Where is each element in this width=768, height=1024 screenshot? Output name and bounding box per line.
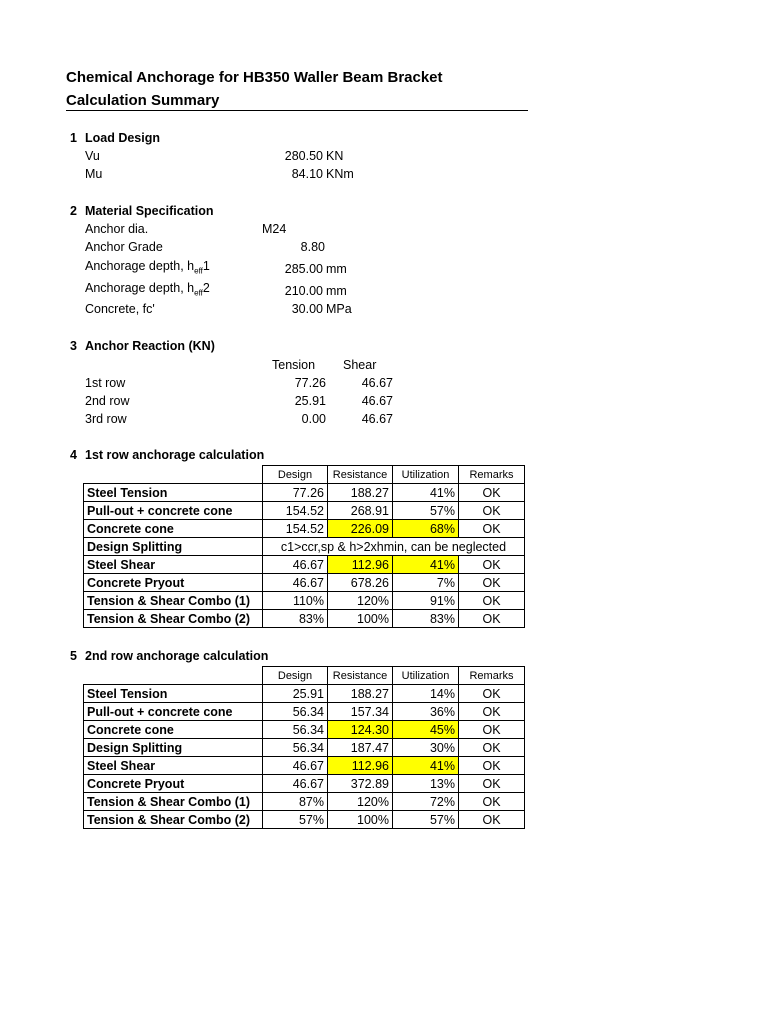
- section-4-number: 4: [70, 448, 77, 462]
- reaction-row-2-tension: 25.91: [294, 394, 326, 408]
- table-row: [84, 721, 525, 739]
- row-remarks: OK: [459, 757, 525, 775]
- anchor-dia-label: Anchor dia.: [85, 222, 149, 236]
- row-design: 154.52: [263, 520, 328, 538]
- row-design: 56.34: [263, 721, 328, 739]
- row-remarks: OK: [459, 502, 525, 520]
- row-design: 57%: [263, 811, 328, 829]
- row-design: 83%: [263, 610, 328, 628]
- row-name: Steel Shear: [84, 556, 263, 574]
- row-remarks: OK: [459, 793, 525, 811]
- row-resistance-highlighted: 226.09: [328, 520, 393, 538]
- section-5-number: 5: [70, 649, 77, 663]
- header-blank: [84, 466, 263, 484]
- row-remarks: OK: [459, 556, 525, 574]
- row-remarks: OK: [459, 610, 525, 628]
- section-2-title: Material Specification: [85, 204, 214, 218]
- row-utilization: 91%: [393, 592, 459, 610]
- row-resistance: 188.27: [328, 484, 393, 502]
- row-resistance: 100%: [328, 811, 393, 829]
- row-utilization: 30%: [393, 739, 459, 757]
- table-row: [84, 610, 525, 628]
- row-note: c1>ccr,sp & h>2xhmin, can be neglected: [263, 538, 525, 556]
- row-design: 56.34: [263, 703, 328, 721]
- row-remarks: OK: [459, 574, 525, 592]
- row-name: Pull-out + concrete cone: [84, 703, 263, 721]
- concrete-label: Concrete, fc': [85, 302, 155, 316]
- row-remarks: OK: [459, 484, 525, 502]
- row-design: 46.67: [263, 757, 328, 775]
- row-design: 46.67: [263, 775, 328, 793]
- document-subtitle: Calculation Summary: [66, 92, 220, 109]
- vu-value: 280.50: [284, 149, 323, 163]
- row-resistance: 188.27: [328, 685, 393, 703]
- header-resistance: Resistance: [328, 667, 393, 685]
- row-utilization: 36%: [393, 703, 459, 721]
- first-row-calc-table: [83, 465, 525, 628]
- row-utilization: 14%: [393, 685, 459, 703]
- row-design: 77.26: [263, 484, 328, 502]
- header-utilization: Utilization: [393, 667, 459, 685]
- row-resistance: 678.26: [328, 574, 393, 592]
- depth1-label-suffix: 1: [202, 259, 210, 273]
- row-name: Steel Tension: [84, 484, 263, 502]
- row-name: Design Splitting: [84, 538, 263, 556]
- table-row: [84, 484, 525, 502]
- row-name: Pull-out + concrete cone: [84, 502, 263, 520]
- anchor-grade-value: 8.80: [300, 240, 325, 254]
- row-resistance-highlighted: 112.96: [328, 757, 393, 775]
- table-row: [84, 502, 525, 520]
- row-utilization: 83%: [393, 610, 459, 628]
- row-name: Design Splitting: [84, 739, 263, 757]
- table-row: [84, 793, 525, 811]
- mu-label: Mu: [85, 167, 103, 181]
- row-name: Steel Tension: [84, 685, 263, 703]
- table-row: [84, 592, 525, 610]
- row-name: Tension & Shear Combo (2): [84, 610, 263, 628]
- row-name: Concrete Pryout: [84, 574, 263, 592]
- depth2-label-suffix: 2: [202, 281, 210, 295]
- row-remarks: OK: [459, 592, 525, 610]
- row-resistance-highlighted: 124.30: [328, 721, 393, 739]
- row-resistance: 100%: [328, 610, 393, 628]
- concrete-value: 30.00: [291, 302, 323, 316]
- concrete-unit: MPa: [326, 302, 352, 316]
- section-3-number: 3: [70, 339, 77, 353]
- shear-header: Shear: [343, 358, 377, 372]
- table-row: [84, 811, 525, 829]
- section-4-title: 1st row anchorage calculation: [85, 448, 265, 462]
- title-divider: [66, 110, 528, 111]
- row-utilization-highlighted: 41%: [393, 757, 459, 775]
- table-row: [84, 520, 525, 538]
- anchor-dia-value: M24: [262, 222, 287, 236]
- row-remarks: OK: [459, 775, 525, 793]
- row-remarks: OK: [459, 739, 525, 757]
- section-5-title: 2nd row anchorage calculation: [85, 649, 269, 663]
- row-name: Concrete cone: [84, 721, 263, 739]
- header-remarks: Remarks: [459, 466, 525, 484]
- row-resistance: 157.34: [328, 703, 393, 721]
- row-name: Tension & Shear Combo (2): [84, 811, 263, 829]
- table-row: [84, 556, 525, 574]
- row-name: Concrete cone: [84, 520, 263, 538]
- row-utilization: 13%: [393, 775, 459, 793]
- row-utilization-highlighted: 41%: [393, 556, 459, 574]
- row-design: 46.67: [263, 556, 328, 574]
- mu-unit: KNm: [326, 167, 354, 181]
- row-remarks: OK: [459, 721, 525, 739]
- depth2-label-sub: eff: [194, 288, 203, 298]
- header-resistance: Resistance: [328, 466, 393, 484]
- row-name: Steel Shear: [84, 757, 263, 775]
- section-2-number: 2: [70, 204, 77, 218]
- row-remarks: OK: [459, 685, 525, 703]
- row-remarks: OK: [459, 520, 525, 538]
- table-row: [84, 757, 525, 775]
- row-resistance: 187.47: [328, 739, 393, 757]
- document-title: Chemical Anchorage for HB350 Waller Beam Bracket: [66, 69, 443, 86]
- reaction-row-3-shear: 46.67: [361, 412, 393, 426]
- row-design: 56.34: [263, 739, 328, 757]
- depth1-label-sub: eff: [194, 266, 203, 276]
- row-resistance: 268.91: [328, 502, 393, 520]
- row-name: Concrete Pryout: [84, 775, 263, 793]
- row-utilization: 72%: [393, 793, 459, 811]
- depth2-label: [85, 281, 210, 298]
- row-design: 110%: [263, 592, 328, 610]
- row-utilization-highlighted: 68%: [393, 520, 459, 538]
- header-utilization: Utilization: [393, 466, 459, 484]
- row-remarks: OK: [459, 703, 525, 721]
- row-design: 87%: [263, 793, 328, 811]
- header-remarks: Remarks: [459, 667, 525, 685]
- header-design: Design: [263, 667, 328, 685]
- vu-label: Vu: [85, 149, 100, 163]
- table-row: [84, 685, 525, 703]
- row-design: 25.91: [263, 685, 328, 703]
- reaction-row-1-tension: 77.26: [294, 376, 326, 390]
- table-header-row: [84, 667, 525, 685]
- row-resistance: 120%: [328, 592, 393, 610]
- reaction-row-3-tension: 0.00: [301, 412, 326, 426]
- row-resistance: 120%: [328, 793, 393, 811]
- reaction-row-1-shear: 46.67: [361, 376, 393, 390]
- row-utilization-highlighted: 45%: [393, 721, 459, 739]
- depth1-unit: mm: [326, 262, 347, 276]
- depth1-value: 285.00: [284, 262, 323, 276]
- row-name: Tension & Shear Combo (1): [84, 793, 263, 811]
- vu-unit: KN: [326, 149, 344, 163]
- section-3-title: Anchor Reaction (KN): [85, 339, 215, 353]
- depth2-value: 210.00: [284, 284, 323, 298]
- table-row: [84, 574, 525, 592]
- row-utilization: 7%: [393, 574, 459, 592]
- header-design: Design: [263, 466, 328, 484]
- row-design: 46.67: [263, 574, 328, 592]
- header-blank: [84, 667, 263, 685]
- depth1-label-text: Anchorage depth, h: [85, 259, 195, 273]
- table-row: [84, 538, 525, 556]
- row-remarks: OK: [459, 811, 525, 829]
- reaction-row-3-label: 3rd row: [85, 412, 127, 426]
- second-row-calc-table: [83, 666, 525, 829]
- anchor-grade-label: Anchor Grade: [85, 240, 163, 254]
- mu-value: 84.10: [291, 167, 323, 181]
- row-utilization: 41%: [393, 484, 459, 502]
- section-1-title: Load Design: [85, 131, 161, 145]
- section-1-number: 1: [70, 131, 77, 145]
- reaction-row-2-label: 2nd row: [85, 394, 130, 408]
- reaction-row-2-shear: 46.67: [361, 394, 393, 408]
- row-utilization: 57%: [393, 502, 459, 520]
- depth1-label: [85, 259, 210, 276]
- row-name: Tension & Shear Combo (1): [84, 592, 263, 610]
- depth2-label-text: Anchorage depth, h: [85, 281, 195, 295]
- row-design: 154.52: [263, 502, 328, 520]
- table-header-row: [84, 466, 525, 484]
- depth2-unit: mm: [326, 284, 347, 298]
- row-utilization: 57%: [393, 811, 459, 829]
- table-row: [84, 703, 525, 721]
- reaction-row-1-label: 1st row: [85, 376, 126, 390]
- row-resistance: 372.89: [328, 775, 393, 793]
- row-resistance-highlighted: 112.96: [328, 556, 393, 574]
- tension-header: Tension: [272, 358, 316, 372]
- table-row: [84, 775, 525, 793]
- table-row: [84, 739, 525, 757]
